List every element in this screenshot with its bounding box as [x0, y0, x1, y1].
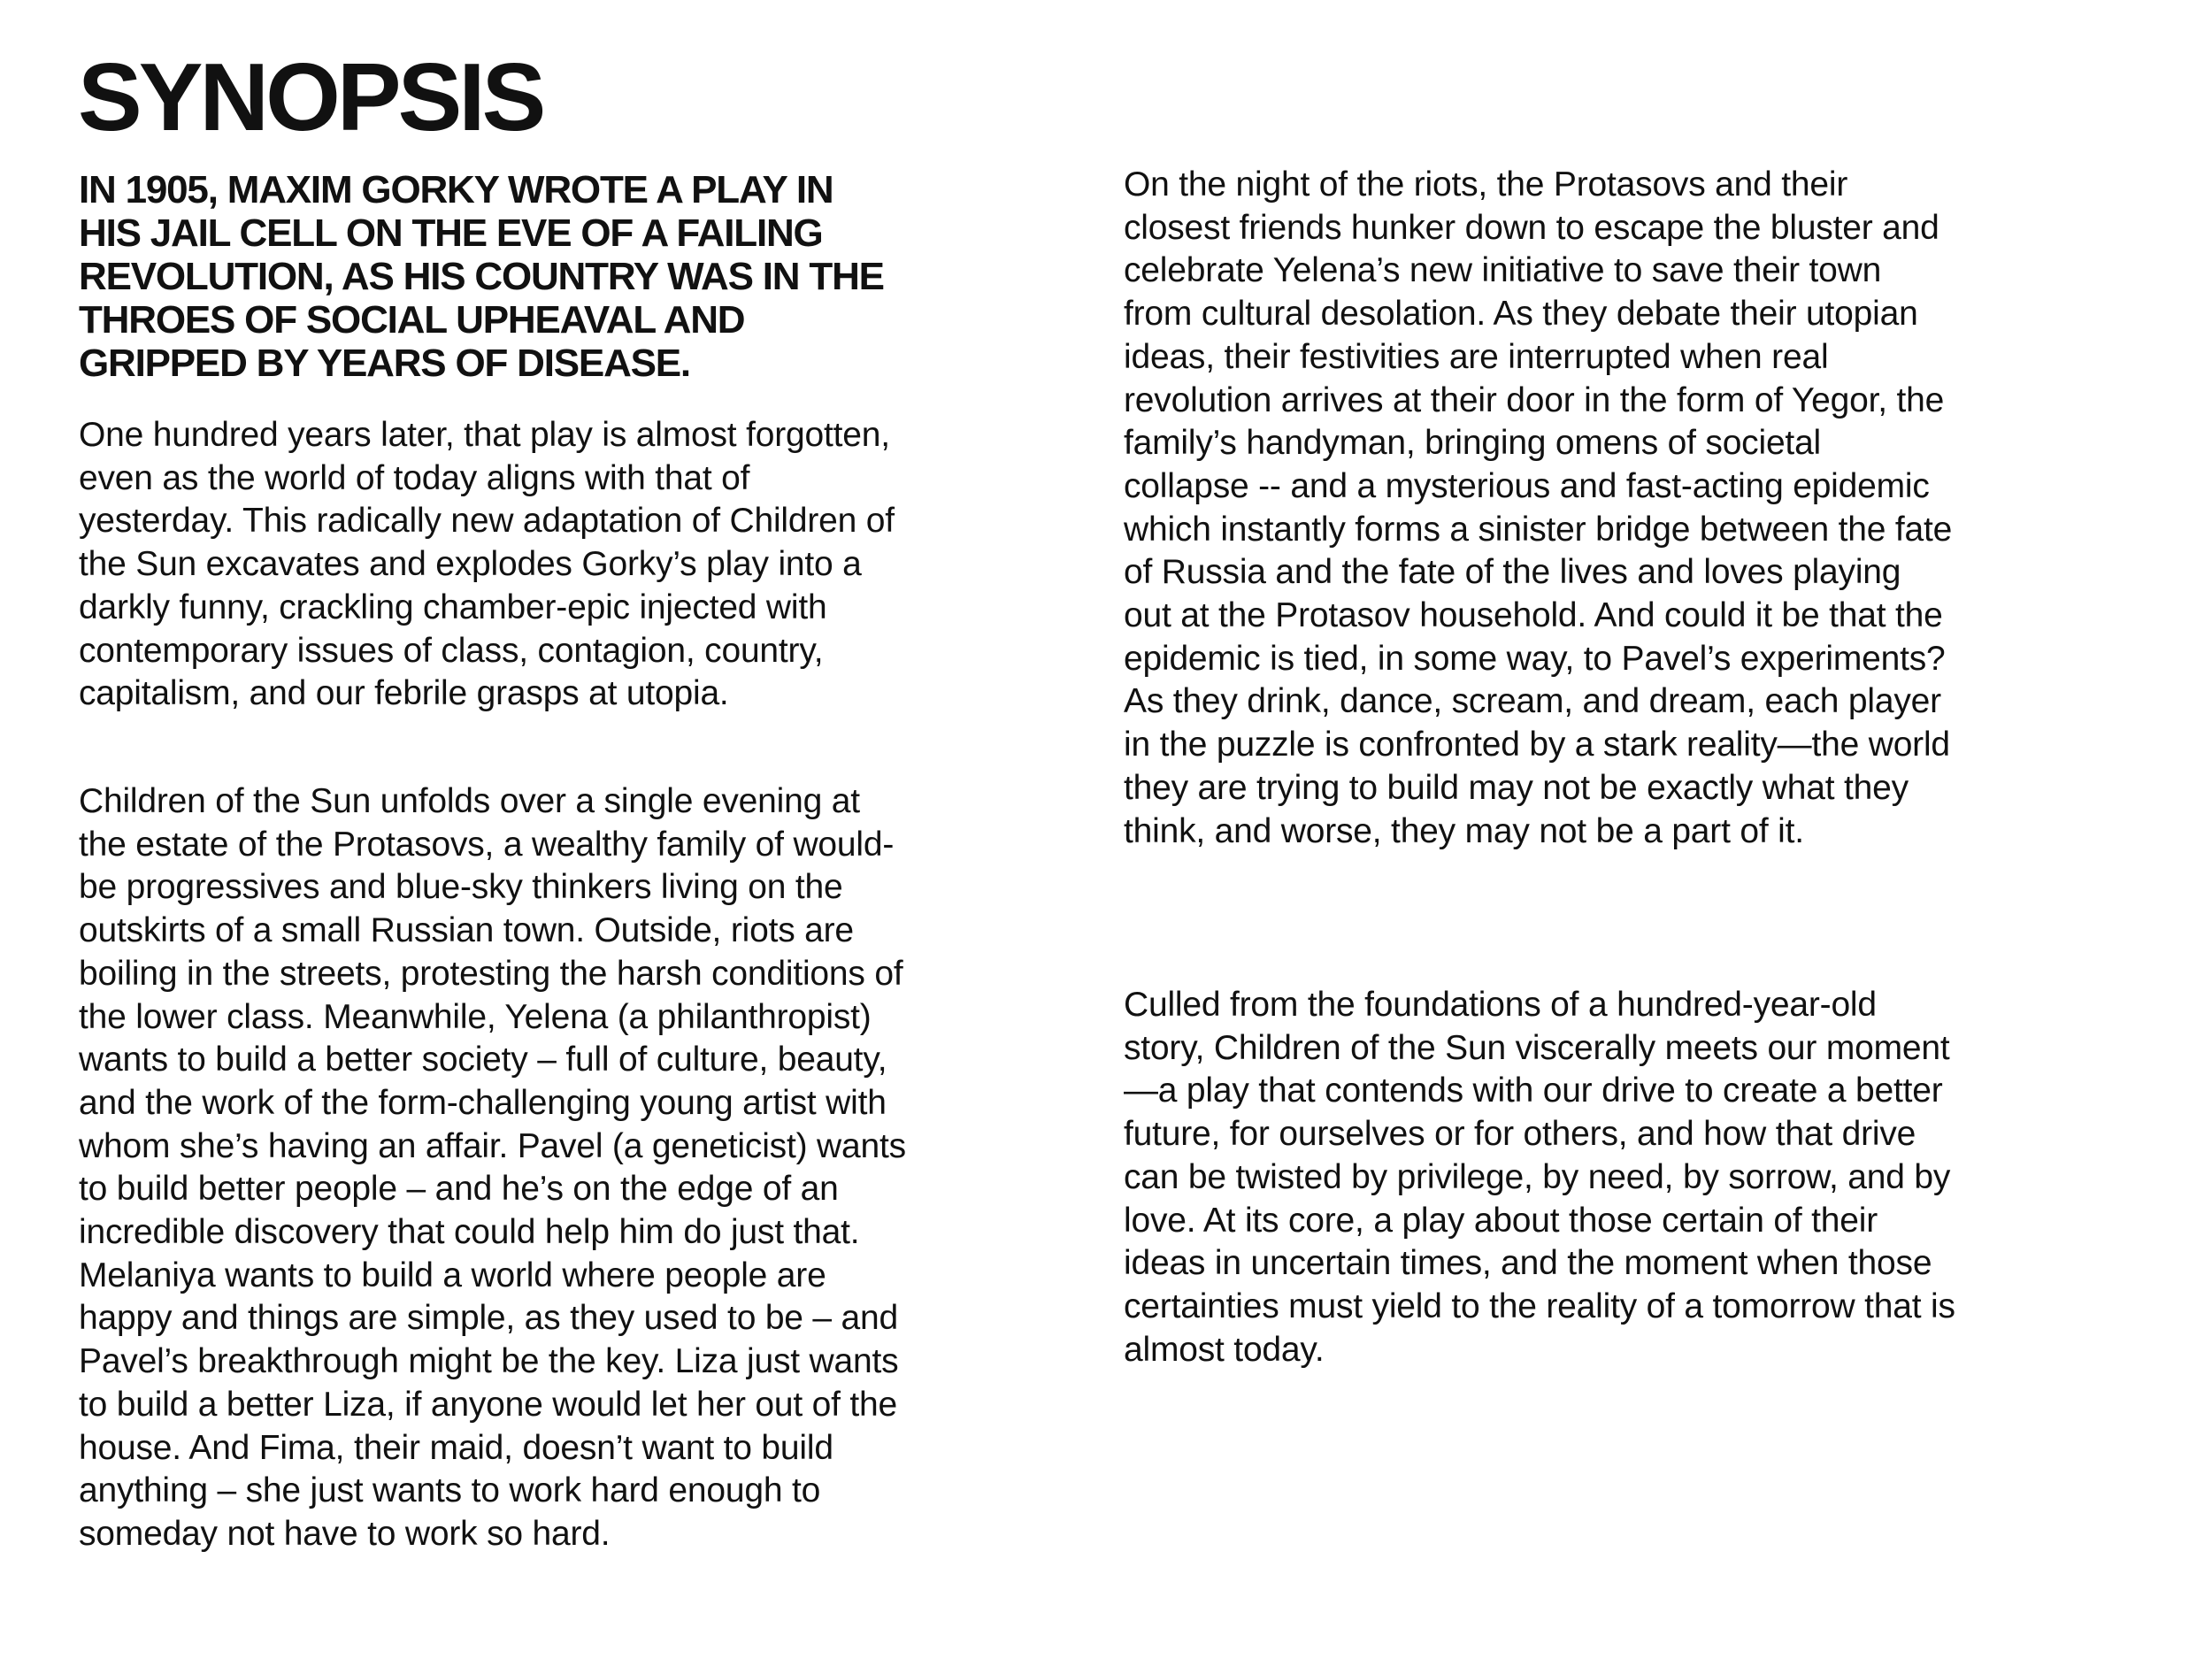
- paragraph: Children of the Sun unfolds over a single evening at the estate of the Protasovs, a wealthy family of would-be progressives and blue-sky thinkers living on the outskirts of a small Russian town. Outside, riots are boiling in the streets, protesting the harsh conditions of the lower class. Meanwhile, Yelena (a philanthropist) wants to build a better society – full of culture, beauty, and the work of the form-challenging young artist with whom she’s having an affair. Pavel (a geneticist) wants to build better people – and he’s on the edge of an incredible discovery that could help him do just that. Melaniya wants to build a world where people are happy and things are simple, as they used to be – and Pavel’s breakthrough might be the key. Liza just wants to build a better Liza, if anyone would let her out of the house. And Fima, their maid, doesn’t want to build anything – she just wants to work hard enough to someday not have to work so hard.: [79, 782, 906, 1553]
- paragraph: On the night of the riots, the Protasovs and their closest friends hunker down to escape the bluster and celebrate Yelena’s new initiative to save their town from cultural desolation. As they debate their utopian ideas, their festivities are interrupted when real revolution arrives at their door in the form of Yegor, the family’s handyman, bringing omens of societal collapse -- and a mysterious and fast-acting epidemic which instantly forms a sinister bridge between the fate of Russia and the fate of the lives and loves playing out at the Protasov household. And could it be that the epidemic is tied, in some way, to Pavel’s experiments? As they drink, dance, scream, and dream, each player in the puzzle is confronted by a stark reality—the world they are trying to build may not be exactly what they think, and worse, they may not be a part of it.: [1124, 165, 1953, 850]
- paragraph: Culled from the foundations of a hundred-year-old story, Children of the Sun viscerally meets our moment—a play that contends with our drive to create a better future, for ourselves or for others, and how that drive can be twisted by privilege, by need, by sorrow, and by love. At its core, a play about those certain of their ideas in uncertain times, and the moment when those certainties must yield to the reality of a tomorrow that is almost today.: [1124, 986, 1955, 1369]
- page-title: SYNOPSIS: [78, 43, 543, 151]
- paragraph: One hundred years later, that play is almost forgotten, even as the world of today aligns with that of yesterday. This radically new adaptation of Children of the Sun excavates and explodes Gorky’s play into a darkly funny, crackling chamber-epic injected with contemporary issues of class, contagion, country, capitalism, and our febrile grasps at utopia.: [79, 416, 895, 713]
- lead-statement: IN 1905, MAXIM GORKY WROTE A PLAY IN HIS JAIL CELL ON THE EVE OF A FAILING REVOLUTION, AS HIS COUNTRY WAS IN THE THROES OF SOCIAL UPHEAVAL AND GRIPPED BY YEARS OF DISEASE.: [79, 168, 884, 385]
